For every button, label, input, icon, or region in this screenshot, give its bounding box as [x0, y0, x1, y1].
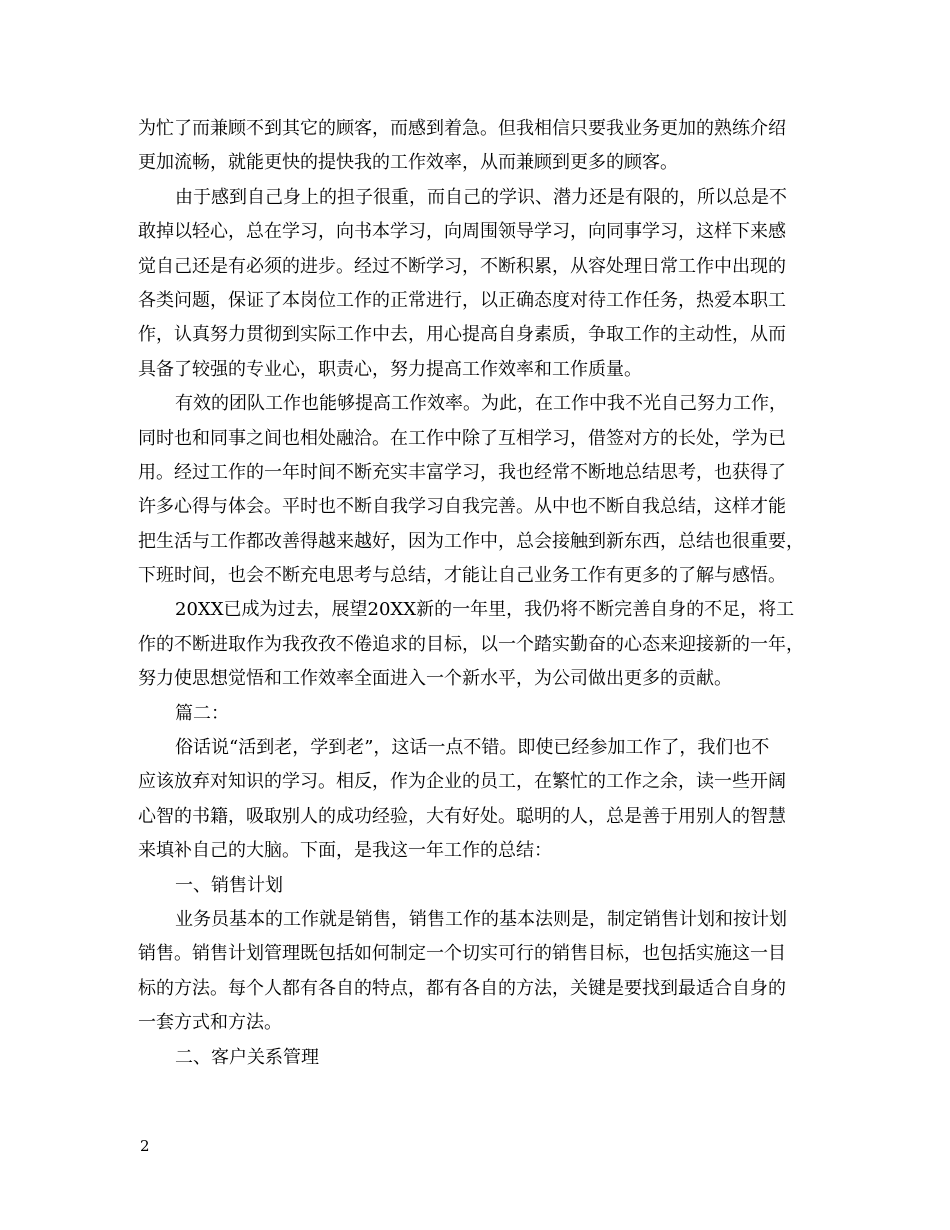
- text-line: 作的不断进取作为我孜孜不倦追求的目标，以一个踏实勤奋的心态来迎接新的一年，: [138, 633, 804, 655]
- text-line: 心智的书籍，吸取别人的成功经验，大有好处。聪明的人，总是善于用别人的智慧: [138, 805, 786, 827]
- text-line: 作，认真努力贯彻到实际工作中去，用心提高自身素质，争取工作的主动性，从而: [138, 324, 786, 346]
- text-line: 具备了较强的专业心，职责心，努力提高工作效率和工作质量。: [138, 358, 642, 380]
- text-line: 觉自己还是有必须的进步。经过不断学习，不断积累，从容处理日常工作中出现的: [138, 255, 786, 277]
- text-line: 销售。销售计划管理既包括如何制定一个切实可行的销售目标，也包括实施这一目: [138, 943, 786, 965]
- document-body: [138, 112, 828, 1075]
- paragraph-start-line: 20XX已成为过去，展望20XX新的一年里，我仍将不断完善自身的不足，将工: [175, 599, 795, 621]
- text-line: 一套方式和方法。: [138, 1012, 282, 1034]
- text-line: 用。经过工作的一年时间不断充实丰富学习，我也经常不断地总结思考，也获得了: [138, 461, 786, 483]
- text-line: 各类问题，保证了本岗位工作的正常进行，以正确态度对待工作任务，热爱本职工: [138, 289, 786, 311]
- paragraph-start-line: 由于感到自己身上的担子很重，而自己的学识、潜力还是有限的，所以总是不: [175, 186, 787, 208]
- paragraph-start-line: 业务员基本的工作就是销售，销售工作的基本法则是，制定销售计划和按计划: [175, 908, 787, 930]
- text-line: 为忙了而兼顾不到其它的顾客，而感到着急。但我相信只要我业务更加的熟练介绍: [138, 118, 786, 139]
- text-line: 许多心得与体会。平时也不断自我学习自我完善。从中也不断自我总结，这样才能: [138, 496, 786, 518]
- text-line: 下班时间，也会不断充电思考与总结，才能让自己业务工作有更多的了解与感悟。: [138, 565, 786, 587]
- section-heading: 篇二：: [175, 702, 229, 724]
- section-heading: 二、客户关系管理: [175, 1046, 319, 1068]
- text-line: 更加流畅，就能更快的提快我的工作效率，从而兼顾到更多的顾客。: [138, 152, 678, 174]
- page-number: 2: [140, 1137, 150, 1155]
- text-line: 努力使思想觉悟和工作效率全面进入一个新水平，为公司做出更多的贡献。: [138, 668, 732, 690]
- text-line: 敢掉以轻心，总在学习，向书本学习，向周围领导学习，向同事学习，这样下来感: [138, 221, 786, 243]
- text-line: 应该放弃对知识的学习。相反，作为企业的员工，在繁忙的工作之余，读一些开阔: [138, 771, 786, 793]
- text-line: 来填补自己的大脑。下面，是我这一年工作的总结：: [138, 840, 552, 862]
- text-line: 把生活与工作都改善得越来越好，因为工作中，总会接触到新东西，总结也很重要，: [138, 530, 804, 552]
- paragraph-start-line: 俗话说“活到老，学到老”，这话一点不错。即使已经参加工作了，我们也不: [175, 737, 770, 759]
- paragraph-start-line: 有效的团队工作也能够提高工作效率。为此，在工作中我不光自己努力工作，: [175, 393, 787, 415]
- text-line: 标的方法。每个人都有各自的特点，都有各自的方法，关键是要找到最适合自身的: [138, 977, 786, 999]
- text-line: 同时也和同事之间也相处融洽。在工作中除了互相学习，借签对方的长处，学为已: [138, 427, 786, 449]
- section-heading: 一、销售计划: [175, 874, 283, 896]
